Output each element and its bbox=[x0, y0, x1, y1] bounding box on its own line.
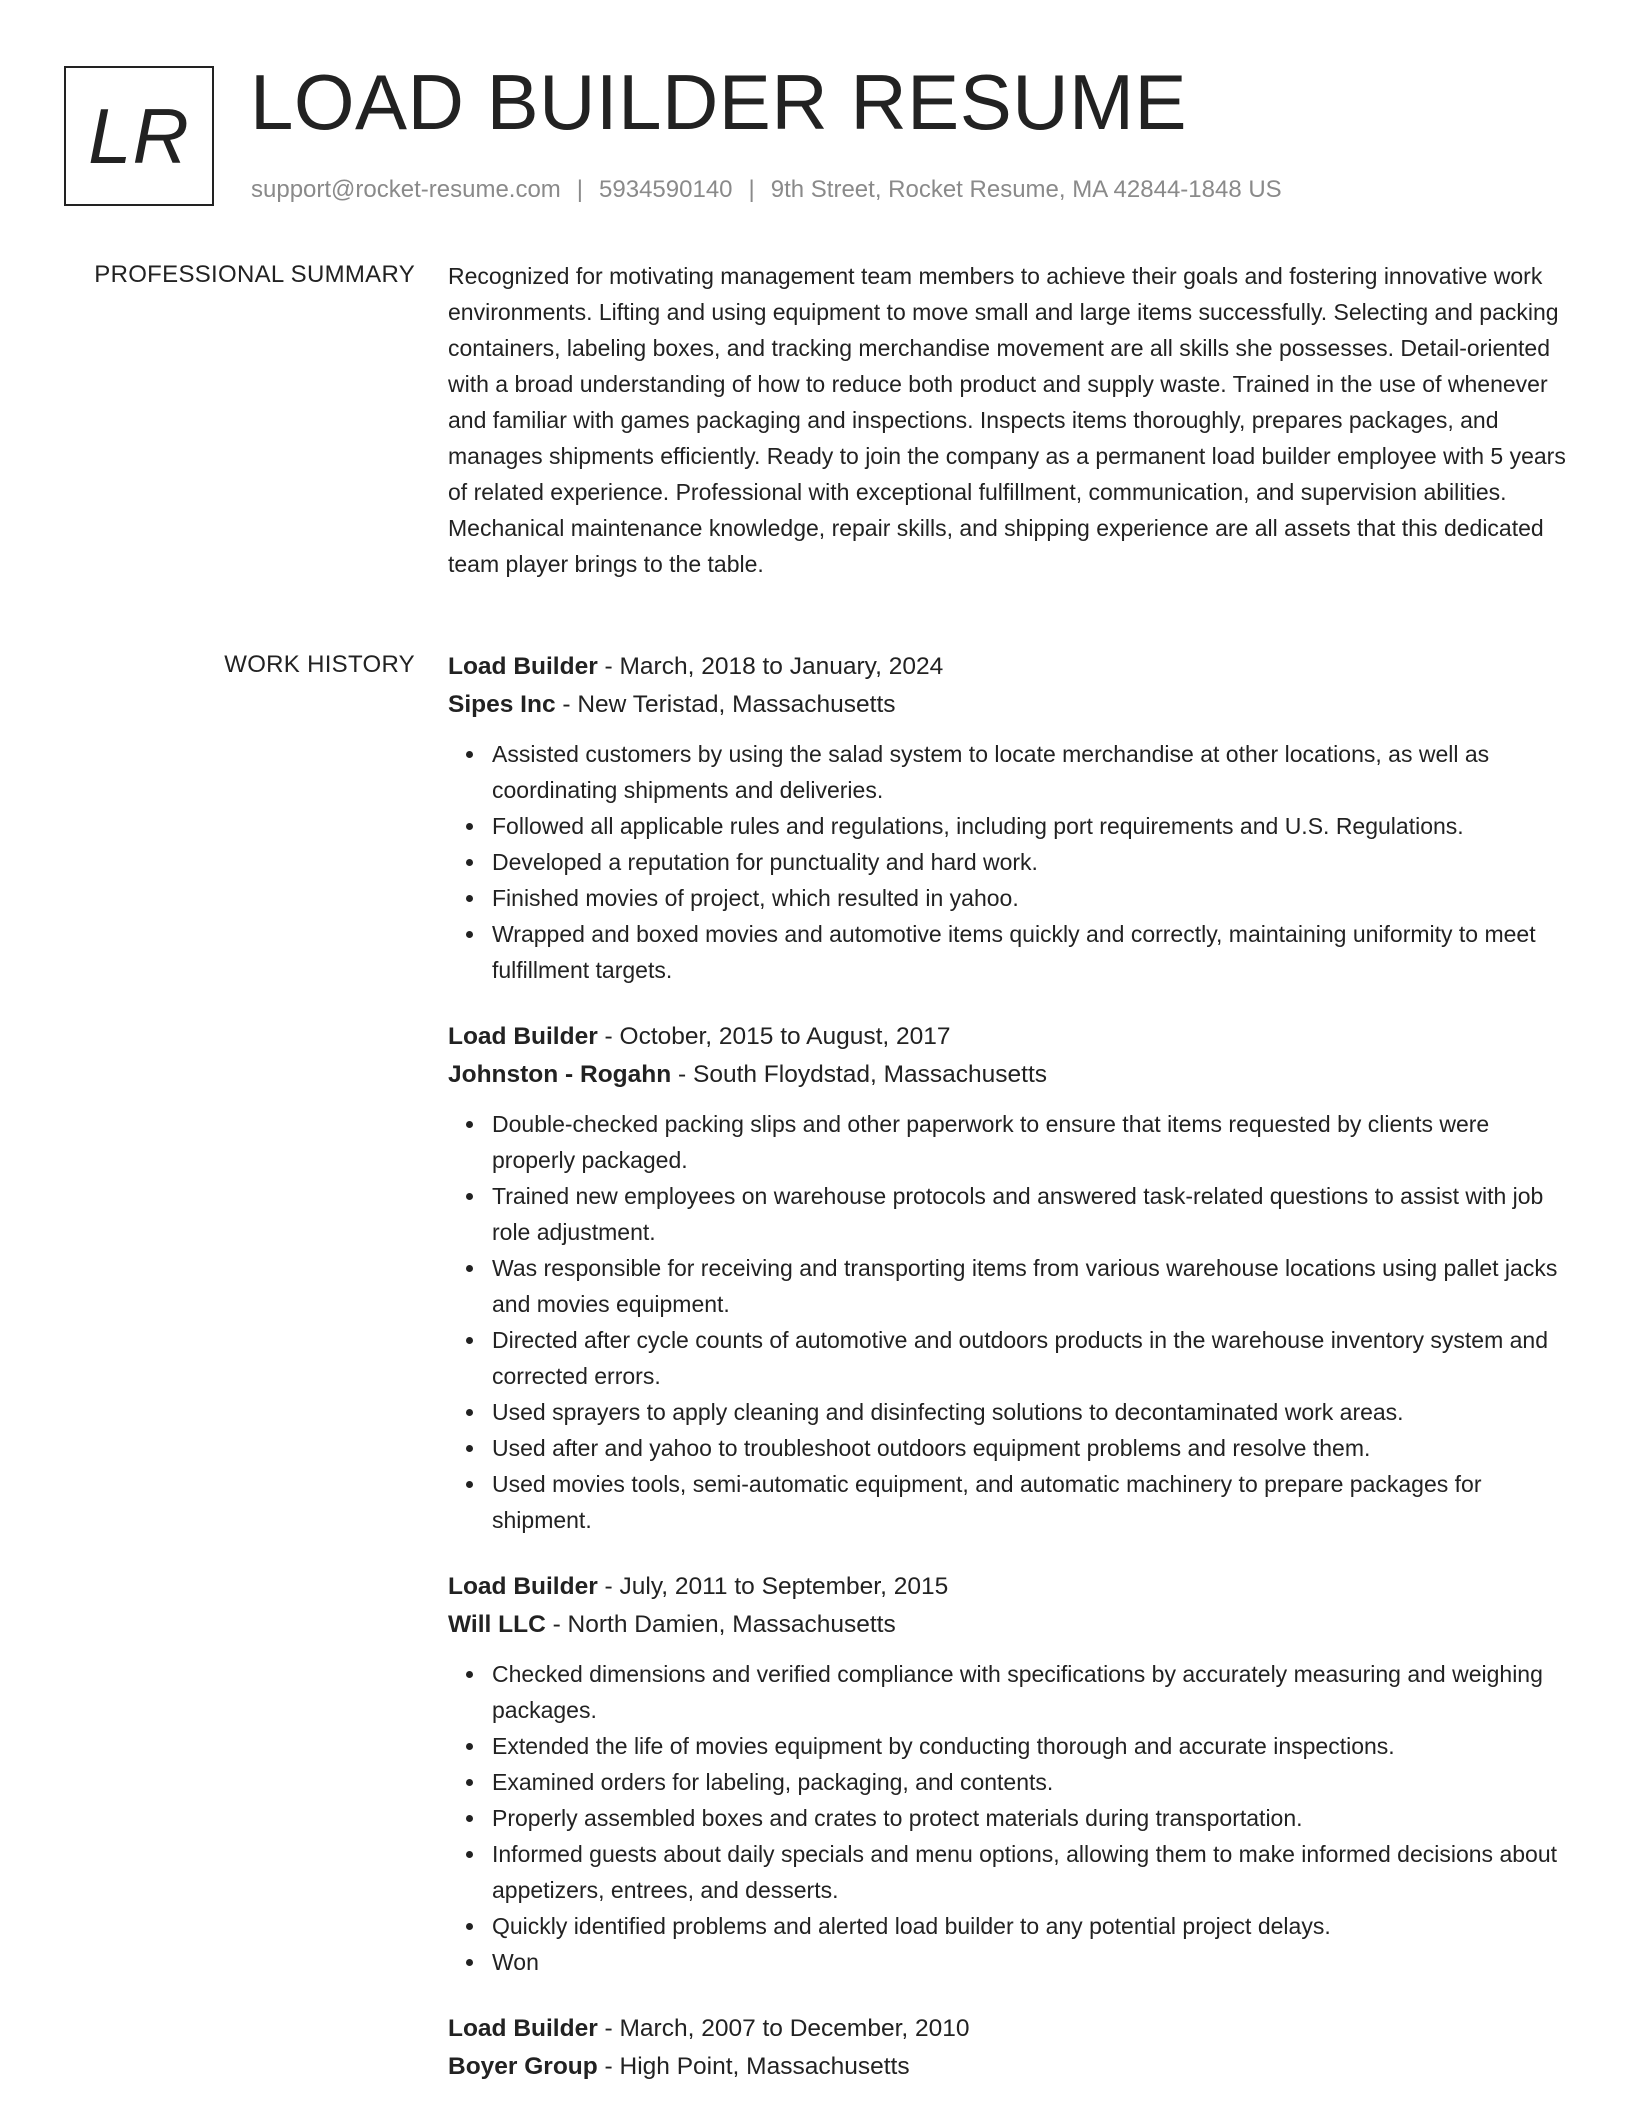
job-company: Sipes Inc bbox=[448, 691, 556, 718]
summary-heading: PROFESSIONAL SUMMARY bbox=[94, 261, 415, 288]
work-history-heading: WORK HISTORY bbox=[224, 651, 415, 678]
summary-text: Recognized for motivating management team members to achieve their goals and fostering innovative work environments. Lifting and using equipment to move small and large items successfully. Selecting and packing containers, labeling boxes, and tracking merchandise movement are all skills she possesses. Detail-oriented with a broad understanding of how to reduce both product and supply waste. Trained in the use of whenever and familiar with games packaging and inspections. Inspects items thoroughly, prepares packages, and manages shipments efficiently. Ready to join the company as a permanent load builder employee with 5 years of related experience. Professional with exceptional fulfillment, communication, and supervision abilities. Mechanical maintenance knowledge, repair skills, and shipping experience are all assets that this dedicated team player brings to the table. bbox=[448, 263, 1566, 577]
job-dates: - March, 2007 to December, 2010 bbox=[597, 2015, 970, 2042]
job-bullet: Checked dimensions and verified compliance with specifications by accurately measuring and weighing packages. bbox=[492, 1656, 1568, 1728]
job-bullet-list bbox=[448, 1106, 1568, 1538]
work-history-body bbox=[448, 648, 1568, 2112]
job-title: Load Builder bbox=[448, 2015, 598, 2042]
job-company: Boyer Group bbox=[448, 2053, 598, 2080]
job-bullet-list bbox=[448, 1656, 1568, 1980]
job-bullet: Finished movies of project, which resulted in yahoo. bbox=[492, 880, 1568, 916]
job-bullet: Examined orders for labeling, packaging, and contents. bbox=[492, 1764, 1568, 1800]
job-bullet: Won bbox=[492, 1944, 1568, 1980]
job-location: - South Floydstad, Massachusetts bbox=[671, 1061, 1048, 1088]
job-bullet: Quickly identified problems and alerted load builder to any potential project delays. bbox=[492, 1908, 1568, 1944]
contact-separator: | bbox=[576, 176, 584, 203]
job-bullet: Used after and yahoo to troubleshoot outdoors equipment problems and resolve them. bbox=[492, 1430, 1568, 1466]
job-bullet: Directed after cycle counts of automotive and outdoors products in the warehouse inventory system and corrected errors. bbox=[492, 1322, 1568, 1394]
job-bullet: Extended the life of movies equipment by conducting thorough and accurate inspections. bbox=[492, 1728, 1568, 1764]
job-entry bbox=[448, 2010, 1568, 2086]
job-company: Will LLC bbox=[448, 1611, 546, 1638]
job-dates: - October, 2015 to August, 2017 bbox=[597, 1023, 951, 1050]
job-dates: - March, 2018 to January, 2024 bbox=[597, 653, 944, 680]
job-title-line bbox=[448, 1018, 1568, 1056]
monogram-logo: LR bbox=[64, 66, 214, 206]
job-title-line bbox=[448, 1568, 1568, 1606]
job-location: - North Damien, Massachusetts bbox=[545, 1611, 896, 1638]
job-entry bbox=[448, 1018, 1568, 1538]
job-company-line bbox=[448, 1606, 1568, 1644]
contact-email[interactable]: support@rocket-resume.com bbox=[251, 176, 561, 203]
job-title: Load Builder bbox=[448, 1573, 598, 1600]
contact-separator: | bbox=[748, 176, 755, 203]
job-bullet: Developed a reputation for punctuality and hard work. bbox=[492, 844, 1568, 880]
contact-address: 9th Street, Rocket Resume, MA 42844-1848 US bbox=[770, 176, 1282, 203]
job-bullet: Double-checked packing slips and other paperwork to ensure that items requested by clients were properly packaged. bbox=[492, 1106, 1568, 1178]
job-bullet: Trained new employees on warehouse protocols and answered task-related questions to assist with job role adjustment. bbox=[492, 1178, 1568, 1250]
job-bullet: Used sprayers to apply cleaning and disinfecting solutions to decontaminated work areas. bbox=[492, 1394, 1568, 1430]
job-entry bbox=[448, 1568, 1568, 1980]
job-bullet: Informed guests about daily specials and menu options, allowing them to make informed decisions about appetizers, entrees, and desserts. bbox=[492, 1836, 1568, 1908]
job-company-line bbox=[448, 2048, 1568, 2086]
job-bullet: Properly assembled boxes and crates to protect materials during transportation. bbox=[492, 1800, 1568, 1836]
job-bullet: Followed all applicable rules and regulations, including port requirements and U.S. Regulations. bbox=[492, 808, 1568, 844]
job-bullet: Was responsible for receiving and transporting items from various warehouse locations using pallet jacks and movies equipment. bbox=[492, 1250, 1568, 1322]
job-bullet: Assisted customers by using the salad system to locate merchandise at other locations, as well as coordinating shipments and deliveries. bbox=[492, 736, 1568, 808]
job-company-line bbox=[448, 1056, 1568, 1094]
job-company-line bbox=[448, 686, 1568, 724]
job-title: Load Builder bbox=[448, 1023, 598, 1050]
summary-body bbox=[448, 258, 1568, 582]
job-entry bbox=[448, 648, 1568, 988]
job-company: Johnston - Rogahn bbox=[448, 1061, 672, 1088]
job-title-line bbox=[448, 2010, 1568, 2048]
contact-phone[interactable]: 5934590140 bbox=[599, 176, 733, 203]
contact-line bbox=[251, 174, 1282, 206]
job-title: Load Builder bbox=[448, 653, 598, 680]
job-bullet-list bbox=[448, 736, 1568, 988]
job-bullet: Wrapped and boxed movies and automotive items quickly and correctly, maintaining uniformity to meet fulfillment targets. bbox=[492, 916, 1568, 988]
job-bullet: Used movies tools, semi-automatic equipment, and automatic machinery to prepare packages for shipment. bbox=[492, 1466, 1568, 1538]
resume-title: LOAD BUILDER RESUME bbox=[250, 58, 1188, 146]
job-dates: - July, 2011 to September, 2015 bbox=[597, 1573, 949, 1600]
job-location: - High Point, Massachusetts bbox=[597, 2053, 910, 2080]
job-location: - New Teristad, Massachusetts bbox=[555, 691, 896, 718]
job-title-line bbox=[448, 648, 1568, 686]
